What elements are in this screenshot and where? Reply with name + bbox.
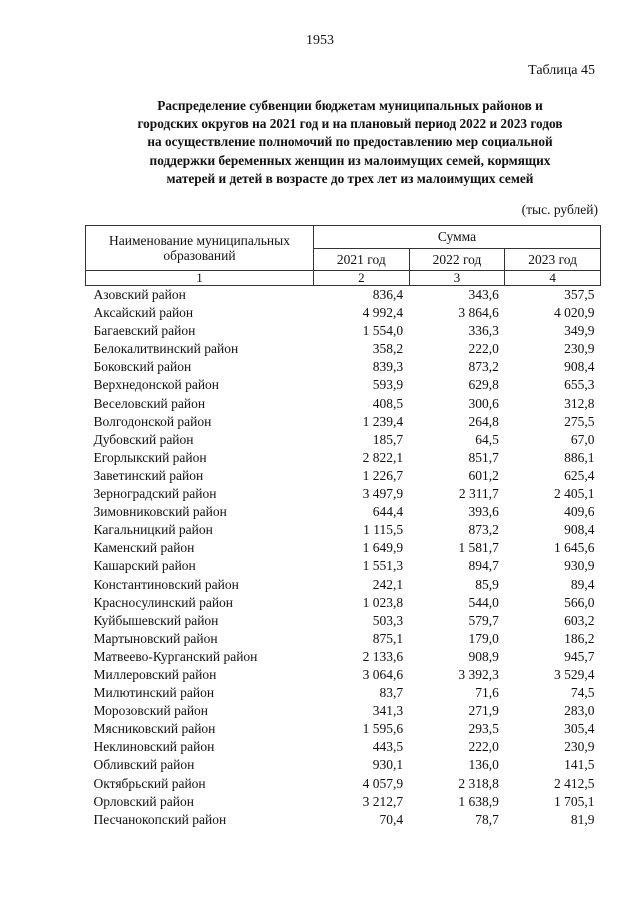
amount-2022: 544,0 xyxy=(468,594,499,610)
title-line: поддержки беременных женщин из малоимущих семей, кормящих xyxy=(149,152,551,168)
municipality-name: Матвеево-Курганский район xyxy=(93,648,258,664)
amount-2022: 78,7 xyxy=(475,811,499,827)
amount-2022: 629,8 xyxy=(468,377,499,393)
amount-2023: 357,5 xyxy=(564,287,595,302)
municipality-name: Багаевский район xyxy=(93,323,196,339)
amount-2022: 393,6 xyxy=(468,504,499,520)
municipality-name: Зерноградский район xyxy=(93,486,217,502)
amount-2022: 264,8 xyxy=(468,413,499,429)
table-row xyxy=(86,322,601,340)
amount-2022: 873,2 xyxy=(468,522,499,538)
municipality-name: Веселовский район xyxy=(93,395,206,411)
amount-2021: 3 212,7 xyxy=(362,793,404,809)
amount-2022: 64,5 xyxy=(475,431,499,447)
amount-2023: 141,5 xyxy=(564,757,595,773)
amount-2021: 1 115,5 xyxy=(363,522,404,538)
municipality-name: Аксайский район xyxy=(93,305,194,321)
amount-2022: 293,5 xyxy=(468,721,499,737)
table-row xyxy=(86,449,601,467)
amount-2023: 186,2 xyxy=(564,630,595,646)
amount-2023: 945,7 xyxy=(564,648,595,664)
column-number: 4 xyxy=(505,271,601,286)
amount-2023: 625,4 xyxy=(564,467,595,483)
amount-2021: 2 133,6 xyxy=(362,648,404,664)
municipality-name: Дубовский район xyxy=(93,431,194,447)
amount-2022: 71,6 xyxy=(475,685,499,701)
header-name xyxy=(86,226,314,271)
amount-2022: 85,9 xyxy=(475,576,499,592)
table-row xyxy=(86,594,601,612)
table-row xyxy=(86,756,601,774)
amount-2023: 930,9 xyxy=(564,558,595,574)
municipality-name: Обливский район xyxy=(93,757,195,773)
amount-2022: 179,0 xyxy=(468,630,499,646)
municipality-name: Милютинский район xyxy=(93,685,215,701)
municipality-name: Боковский район xyxy=(93,359,192,375)
table-row xyxy=(86,467,601,485)
amount-2023: 275,5 xyxy=(564,413,595,429)
municipality-name: Октябрьский район xyxy=(93,775,206,791)
table-row xyxy=(86,557,601,575)
document-title xyxy=(90,97,610,188)
amount-2023: 4 020,9 xyxy=(553,305,595,321)
amount-2021: 358,2 xyxy=(372,341,404,357)
amount-2021: 83,7 xyxy=(379,685,404,701)
table-row xyxy=(86,576,601,594)
amount-2023: 1 645,6 xyxy=(553,540,595,556)
amount-2022: 136,0 xyxy=(468,757,499,773)
municipality-name: Кашарский район xyxy=(93,558,196,574)
municipality-name: Каменский район xyxy=(93,540,195,556)
amount-2022: 601,2 xyxy=(468,467,499,483)
amount-2023: 1 705,1 xyxy=(553,793,595,809)
amount-2023: 908,4 xyxy=(564,359,595,375)
table-row xyxy=(86,413,601,431)
amount-2021: 3 064,6 xyxy=(362,666,404,682)
title-line: матерей и детей в возрасте до трех лет из малоимущих семей xyxy=(166,170,534,186)
table-label: Таблица 45 xyxy=(528,63,595,78)
header-year-2021: 2021 год xyxy=(314,249,410,271)
table-row xyxy=(86,503,601,521)
municipality-name: Константиновский район xyxy=(93,576,239,592)
header-name-line2: образований xyxy=(163,248,236,263)
amount-2023: 2 412,5 xyxy=(553,775,595,791)
amount-2022: 222,0 xyxy=(468,341,499,357)
amount-2023: 655,3 xyxy=(564,377,595,393)
amount-2021: 408,5 xyxy=(372,395,404,411)
amount-2023: 81,9 xyxy=(570,811,595,827)
amount-2021: 836,4 xyxy=(372,287,404,302)
table-row xyxy=(86,720,601,738)
municipality-name: Верхнедонской район xyxy=(93,377,220,393)
municipality-name: Красносулинский район xyxy=(93,594,234,610)
table-row xyxy=(86,521,601,539)
municipality-name: Орловский район xyxy=(93,793,194,809)
amount-2022: 2 318,8 xyxy=(458,775,499,791)
amount-2021: 1 595,6 xyxy=(362,721,404,737)
amount-2023: 908,4 xyxy=(564,522,595,538)
table-row xyxy=(86,485,601,503)
table-row xyxy=(86,702,601,720)
amount-2021: 644,4 xyxy=(372,504,404,520)
amount-2021: 875,1 xyxy=(372,630,404,646)
amount-2021: 1 551,3 xyxy=(362,558,404,574)
amount-2022: 3 392,3 xyxy=(458,666,499,682)
amount-2021: 1 239,4 xyxy=(362,413,404,429)
table-row xyxy=(86,738,601,756)
amount-2023: 3 529,4 xyxy=(553,666,595,682)
municipality-name: Куйбышевский район xyxy=(93,612,219,628)
amount-2023: 603,2 xyxy=(564,612,595,628)
municipality-name: Миллеровский район xyxy=(93,666,217,682)
amount-2021: 1 226,7 xyxy=(362,467,404,483)
municipality-name: Заветинский район xyxy=(93,467,204,483)
amount-2022: 894,7 xyxy=(468,558,499,574)
table-row xyxy=(86,684,601,702)
title-line: городских округов на 2021 год и на плановый период 2022 и 2023 годов xyxy=(137,116,563,132)
page-number: 1953 xyxy=(306,33,334,48)
title-line: Распределение субвенции бюджетам муниципальных районов и xyxy=(157,98,543,113)
units-label: (тыс. рублей) xyxy=(521,202,598,217)
table-row xyxy=(86,775,601,793)
amount-2021: 242,1 xyxy=(372,576,404,592)
amount-2023: 283,0 xyxy=(564,703,595,719)
amount-2023: 886,1 xyxy=(564,449,595,465)
table-body xyxy=(86,286,601,829)
table-row xyxy=(86,539,601,557)
amount-2023: 89,4 xyxy=(570,576,595,592)
amount-2022: 1 581,7 xyxy=(458,540,499,556)
amount-2021: 1 554,0 xyxy=(362,323,404,339)
table-row xyxy=(86,395,601,413)
amount-2022: 336,3 xyxy=(468,323,499,339)
amount-2023: 2 405,1 xyxy=(553,486,595,502)
amount-2021: 3 497,9 xyxy=(362,486,404,502)
amount-2022: 851,7 xyxy=(468,449,499,465)
subvention-table xyxy=(85,225,601,829)
amount-2023: 409,6 xyxy=(564,504,595,520)
municipality-name: Мясниковский район xyxy=(93,721,216,737)
amount-2023: 349,9 xyxy=(564,323,595,339)
table-row xyxy=(86,286,601,305)
municipality-name: Мартыновский район xyxy=(93,630,218,646)
amount-2021: 4 057,9 xyxy=(362,775,404,791)
table-row xyxy=(86,793,601,811)
header-year-2022: 2022 год xyxy=(409,249,505,271)
column-number: 1 xyxy=(86,271,314,286)
amount-2021: 593,9 xyxy=(372,377,404,393)
table-row xyxy=(86,666,601,684)
municipality-name: Волгодонской район xyxy=(93,413,212,429)
amount-2021: 4 992,4 xyxy=(362,305,404,321)
amount-2021: 2 822,1 xyxy=(362,449,404,465)
table-row xyxy=(86,304,601,322)
amount-2023: 305,4 xyxy=(564,721,595,737)
amount-2023: 312,8 xyxy=(564,395,595,411)
amount-2022: 908,9 xyxy=(468,648,499,664)
header-year-2023: 2023 год xyxy=(505,249,601,271)
amount-2021: 930,1 xyxy=(372,757,404,773)
municipality-name: Кагальницкий район xyxy=(93,522,213,538)
amount-2022: 3 864,6 xyxy=(458,305,499,321)
table-row xyxy=(86,358,601,376)
municipality-name: Белокалитвинский район xyxy=(93,341,239,357)
amount-2022: 271,9 xyxy=(468,703,499,719)
amount-2021: 443,5 xyxy=(372,739,404,755)
amount-2021: 1 023,8 xyxy=(362,594,404,610)
amount-2022: 579,7 xyxy=(468,612,499,628)
amount-2023: 230,9 xyxy=(564,739,595,755)
table-row xyxy=(86,376,601,394)
amount-2023: 67,0 xyxy=(570,431,595,447)
table-row xyxy=(86,811,601,829)
municipality-name: Песчанокопский район xyxy=(93,811,227,827)
header-name-line1: Наименование муниципальных xyxy=(109,233,290,248)
column-number: 3 xyxy=(409,271,505,286)
amount-2022: 873,2 xyxy=(468,359,499,375)
municipality-name: Егорлыкский район xyxy=(93,449,207,465)
table-row xyxy=(86,340,601,358)
municipality-name: Зимовниковский район xyxy=(93,504,227,520)
amount-2023: 230,9 xyxy=(564,341,595,357)
amount-2021: 70,4 xyxy=(379,811,404,827)
header-sum: Сумма xyxy=(314,226,601,249)
table-row xyxy=(86,630,601,648)
amount-2022: 1 638,9 xyxy=(458,793,499,809)
amount-2022: 343,6 xyxy=(468,287,499,302)
amount-2021: 1 649,9 xyxy=(362,540,404,556)
municipality-name: Морозовский район xyxy=(93,703,209,719)
amount-2022: 300,6 xyxy=(468,395,499,411)
table-row xyxy=(86,612,601,630)
municipality-name: Азовский район xyxy=(93,287,186,302)
amount-2021: 341,3 xyxy=(372,703,404,719)
column-number: 2 xyxy=(314,271,410,286)
amount-2021: 503,3 xyxy=(372,612,404,628)
amount-2022: 2 311,7 xyxy=(458,486,499,502)
table-row xyxy=(86,648,601,666)
table-row xyxy=(86,431,601,449)
title-line: на осуществление полномочий по предоставлению мер социальной xyxy=(147,134,553,150)
municipality-name: Неклиновский район xyxy=(93,739,215,755)
amount-2021: 185,7 xyxy=(372,431,404,447)
amount-2023: 566,0 xyxy=(564,594,595,610)
amount-2023: 74,5 xyxy=(570,685,595,701)
amount-2022: 222,0 xyxy=(468,739,499,755)
amount-2021: 839,3 xyxy=(372,359,404,375)
